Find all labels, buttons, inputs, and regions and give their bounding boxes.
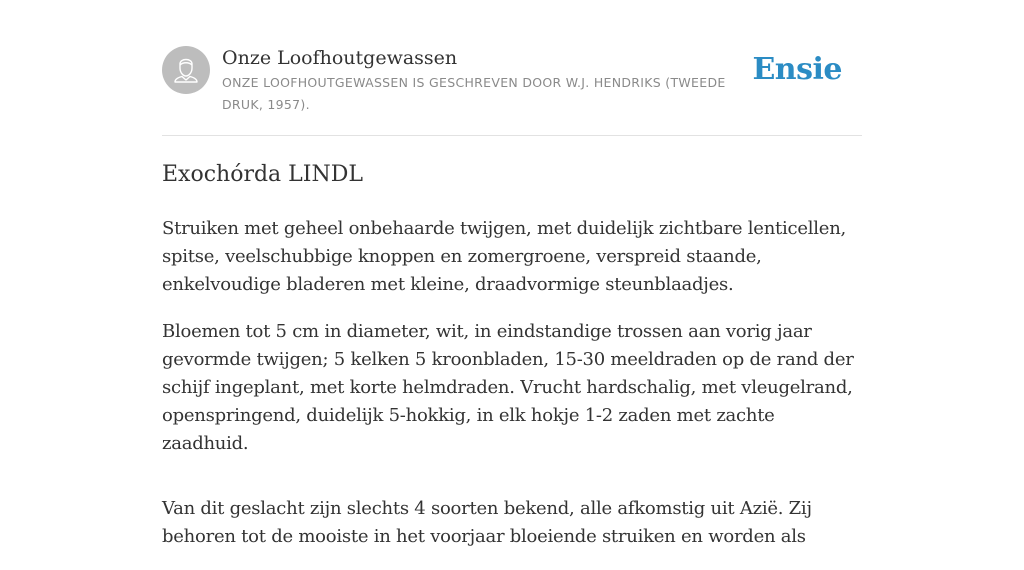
article-title: Exochórda LINDL	[162, 162, 363, 187]
article-paragraph: Bloemen tot 5 cm in diameter, wit, in eindstandige trossen aan vorig jaar gevormde twijgen; 5 kelken 5 kroonbladen, 15-30 meeldraden op de rand der schijf ingeplant, met korte helmdraden. Vrucht hardschalig, met vleugelrand, openspringend, duidelijk 5-hokkig, in elk hokje 1-2 zaden met zachte zaadhuid.	[162, 321, 854, 454]
source-header	[162, 46, 862, 136]
avatar[interactable]	[162, 46, 210, 94]
article-paragraph: Struiken met geheel onbehaarde twijgen, met duidelijk zichtbare lenticellen, spitse, veelschubbige knoppen en zomergroene, verspreid staande, enkelvoudige bladeren met kleine, draadvormige steunblaadjes.	[162, 218, 847, 295]
book-title[interactable]: Onze Loofhoutgewassen	[222, 47, 458, 69]
user-icon	[162, 46, 210, 94]
book-subtitle: ONZE LOOFHOUTGEWASSEN IS GESCHREVEN DOOR W.J. HENDRIKS (TWEEDE DRUK, 1957).	[222, 75, 726, 112]
article	[162, 158, 862, 570]
brand-logo[interactable]: Ensie	[752, 52, 842, 87]
article-paragraph: Van dit geslacht zijn slechts 4 soorten bekend, alle afkomstig uit Azië. Zij behoren tot de mooiste in het voorjaar bloeiende struiken en worden als	[162, 498, 812, 547]
divider	[162, 135, 862, 136]
